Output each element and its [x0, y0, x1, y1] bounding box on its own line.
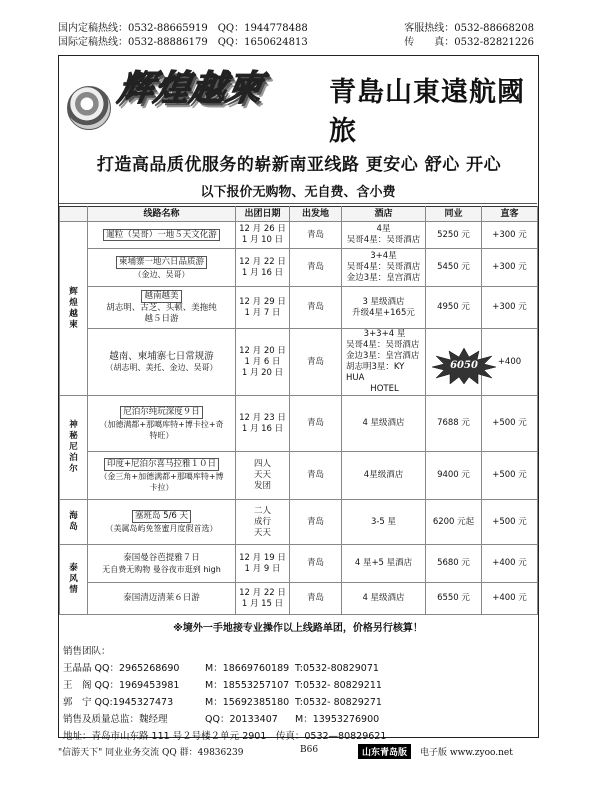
departure-dates: 12 月 26 日 1 月 10 日: [236, 222, 290, 249]
header-route: 线路名称: [88, 207, 236, 222]
table-row: [60, 545, 538, 583]
trade-price: 6200 元起: [426, 500, 482, 545]
departure-city: 青岛: [290, 452, 342, 500]
custom-tour-note: ※境外一手地接专业操作以上线路单团，价格另行核算！: [173, 623, 423, 634]
hotel-info: 4 星+5 星酒店: [342, 545, 426, 583]
table-row: [60, 500, 538, 545]
departure-dates: 12 月 22 日 1 月 15 日: [236, 583, 290, 615]
advertisement-frame: [58, 55, 539, 742]
table-row: [60, 396, 538, 452]
starburst-price: 6050: [450, 360, 478, 371]
route-name: 塞班岛 5/6 天 （美属岛屿免签蜜月度假首选）: [88, 500, 236, 545]
hotel-info: 3+4星 吴哥4星：吴哥酒店 金边3星：皇宫酒店: [342, 249, 426, 287]
trade-price: 9400 元: [426, 452, 482, 500]
direct-price: +300 元: [482, 222, 538, 249]
trade-price: 4950 元: [426, 287, 482, 329]
direct-price: +400: [482, 329, 538, 396]
divider: [59, 203, 537, 204]
table-row: [60, 329, 538, 396]
header-corner: [60, 207, 88, 222]
headline: 打造高品质优服务的崭新南亚线路 更安心 舒心 开心: [96, 155, 502, 175]
trade-price: [426, 329, 482, 396]
sales-member: 郭 宁 QQ:1945327473 M：15692385180 T:0532- 80829271: [63, 697, 382, 708]
route-name: 印度+尼泊尔喜马拉雅１０日 （金三角+加德满都+那噶库特+博 卡拉）: [88, 452, 236, 500]
route-name: 越南、柬埔寨七日常规游 （胡志明、美托、金边、吴哥）: [88, 329, 236, 396]
region-label-vietnam-cambodia: 辉 煌 越 柬: [60, 222, 88, 396]
sales-title: 销售团队：: [63, 646, 111, 657]
trade-price: 6550 元: [426, 583, 482, 615]
trade-price: 5250 元: [426, 222, 482, 249]
trade-price: 5450 元: [426, 249, 482, 287]
agency-logo-icon: [67, 86, 111, 130]
departure-city: 青岛: [290, 396, 342, 452]
route-name: 泰国曼谷芭提雅７日 无自费无购物 曼谷夜市逛到 high: [88, 545, 236, 583]
table-row: [60, 452, 538, 500]
itinerary-table: [59, 206, 538, 615]
page-number: B66: [300, 745, 319, 755]
region-label-thailand: 泰 风 情: [60, 545, 88, 615]
direct-price: +500 元: [482, 452, 538, 500]
website-link[interactable]: 电子版 www.zyoo.net: [420, 748, 513, 758]
direct-price: +400 元: [482, 545, 538, 583]
hotline-header: [58, 22, 534, 50]
trade-price: 7688 元: [426, 396, 482, 452]
departure-city: 青岛: [290, 222, 342, 249]
page-footer: [58, 745, 539, 759]
route-name: 越南越美 胡志明、古芝、头顿、美拖纯 越５日游: [88, 287, 236, 329]
route-name: 暹粒（吴哥）一地５天文化游: [88, 222, 236, 249]
hotel-info: 4 星级酒店: [342, 396, 426, 452]
edition-badge: 山东青岛版: [358, 744, 411, 759]
subheadline: 以下报价无购物、无自费、含小费: [200, 185, 396, 200]
region-label-nepal: 神 秘 尼 泊 尔: [60, 396, 88, 500]
sales-member: 王 阁 QQ：1969453981 M：18553257107 T:0532- 80829211: [63, 680, 382, 691]
table-header-row: [60, 207, 538, 222]
banner: [59, 56, 537, 147]
fax-number: 传 真：0532-82821226: [404, 37, 534, 48]
header-hotel: 酒店: [342, 207, 426, 222]
international-hotline: 国际定稿热线：0532-88886179 QQ：1650624813: [58, 37, 308, 48]
hotel-info: 3-5 星: [342, 500, 426, 545]
sales-team: [63, 643, 535, 745]
service-hotline: 客服热线：0532-88668208: [404, 23, 534, 34]
departure-city: 青岛: [290, 583, 342, 615]
direct-price: +300 元: [482, 287, 538, 329]
banner-slogan: 辉煌越柬: [114, 69, 267, 109]
agency-name: 青島山東遠航國旅: [329, 77, 525, 147]
hotel-info: 4星级酒店: [342, 452, 426, 500]
hotel-info: 3+3+4 星 吴哥4星：吴哥酒店 金边3星：皇宫酒店 胡志明3星：KY HUA HOTEL: [342, 329, 426, 396]
direct-price: +500 元: [482, 500, 538, 545]
direct-price: +500 元: [482, 396, 538, 452]
table-row: [60, 249, 538, 287]
route-name: 泰国清迈清莱６日游: [88, 583, 236, 615]
trade-price: 5680 元: [426, 545, 482, 583]
departure-city: 青岛: [290, 249, 342, 287]
departure-dates: 四人 天天 发团: [236, 452, 290, 500]
table-row: [60, 583, 538, 615]
qq-group: "信游天下" 同业业务交流 QQ 群：49836239: [58, 748, 244, 758]
table-row: [60, 287, 538, 329]
sales-director: 销售及质量总监：魏经理 QQ：20133407 M：13953276900: [63, 714, 380, 725]
region-label-island: 海 岛: [60, 500, 88, 545]
direct-price: +400 元: [482, 583, 538, 615]
sales-member: 王晶晶 QQ：2965268690 M：18669760189 T:0532-80829071: [63, 663, 379, 674]
domestic-hotline: 国内定稿热线：0532-88665919 QQ：1944778488: [58, 23, 308, 34]
departure-dates: 12 月 19 日 1 月 9 日: [236, 545, 290, 583]
hotel-info: 4 星级酒店: [342, 583, 426, 615]
departure-dates: 12 月 29 日 1 月 7 日: [236, 287, 290, 329]
departure-dates: 二人 成行 天天: [236, 500, 290, 545]
departure-city: 青岛: [290, 287, 342, 329]
departure-dates: 12 月 23 日 1 月 16 日: [236, 396, 290, 452]
departure-city: 青岛: [290, 500, 342, 545]
header-from: 出发地: [290, 207, 342, 222]
route-name: 柬埔寨一地六日品质游 （金边、吴哥）: [88, 249, 236, 287]
header-direct-price: 直客: [482, 207, 538, 222]
table-row: [60, 222, 538, 249]
departure-city: 青岛: [290, 329, 342, 396]
departure-dates: 12 月 20 日 1 月 6 日 1 月 20 日: [236, 329, 290, 396]
hotel-info: 4星 吴哥4星：吴哥酒店: [342, 222, 426, 249]
hotel-info: 3 星级酒店 升级4星+165元: [342, 287, 426, 329]
direct-price: +300 元: [482, 249, 538, 287]
departure-dates: 12 月 22 日 1 月 16 日: [236, 249, 290, 287]
header-trade-price: 同业: [426, 207, 482, 222]
departure-city: 青岛: [290, 545, 342, 583]
route-name: 尼泊尔纯玩深度９日 （加德满都+那噶库特+博卡拉+奇 特旺）: [88, 396, 236, 452]
agency-address: 地址：青岛市山东路 111 号２号楼２单元 2901 传真：0532—80829621: [63, 731, 387, 742]
header-dates: 出团日期: [236, 207, 290, 222]
